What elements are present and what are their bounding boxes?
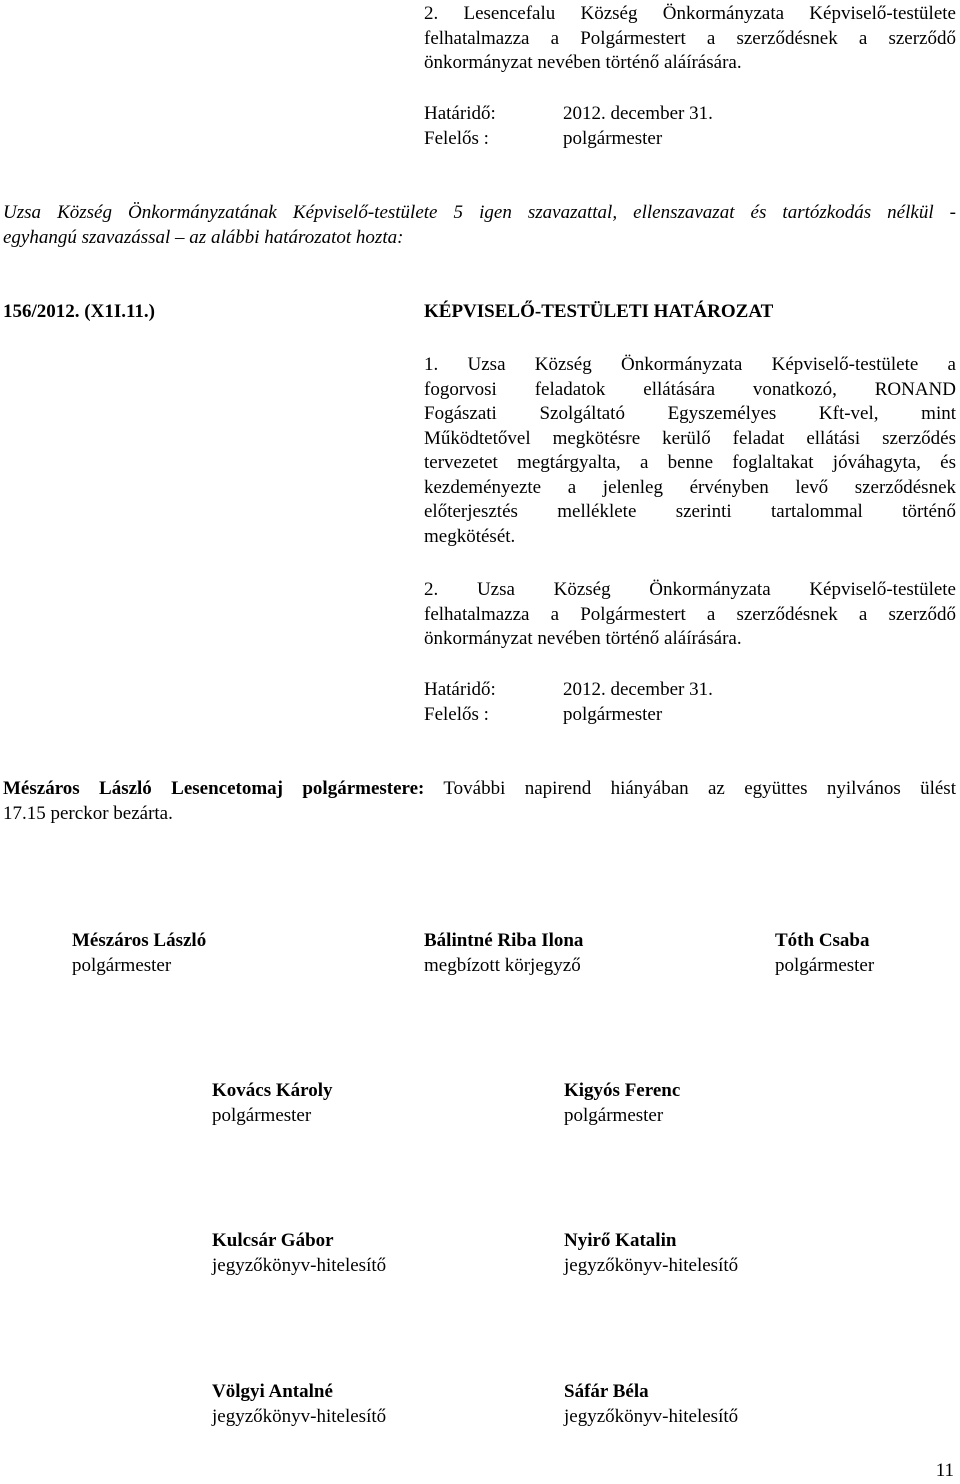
text-line: felhatalmazza a Polgármestert a szerződésnek a szerződő — [424, 603, 956, 625]
signatory-role: polgármester — [212, 1104, 312, 1126]
signatory-name: Kulcsár Gábor — [212, 1230, 334, 1251]
text-line: 1. Uzsa Község Önkormányzata Képviselő-testülete a — [424, 354, 956, 375]
signature-block — [212, 1079, 333, 1128]
top-responsible-label: Felelős : — [424, 128, 489, 149]
text-line: önkormányzat nevében történő aláírására. — [424, 52, 742, 73]
resolution-item-2 — [424, 578, 956, 652]
signature-block — [775, 929, 874, 978]
signatory-name: Tóth Csaba — [775, 930, 870, 951]
top-resolution-item-2 — [424, 2, 956, 76]
signature-block — [424, 929, 583, 978]
signatory-name: Kigyós Ferenc — [564, 1080, 681, 1101]
signatory-role: jegyzőkönyv-hitelesítő — [564, 1254, 739, 1276]
vote-statement — [3, 201, 956, 250]
signatory-role: polgármester — [72, 954, 172, 976]
signatory-name: Mészáros László — [72, 930, 207, 951]
text-line: 2. Lesencefalu Község Önkormányzata Képviselő-testülete — [424, 3, 956, 24]
closing-text: További napirend hiányában az együttes nyilvános ülést — [443, 778, 956, 799]
signatory-role: megbízott körjegyző — [424, 954, 581, 976]
text-line: Fogászati Szolgáltató Egyszemélyes Kft-vel, mint — [424, 403, 956, 424]
text-line: Uzsa Község Önkormányzatának Képviselő-testülete 5 igen szavazattal, ellenszavazat és tartózkodás nélkül - — [3, 202, 956, 223]
deadline-label: Határidő: — [424, 103, 496, 124]
deadline-value: 2012. december 31. — [563, 679, 713, 700]
text-line: felhatalmazza a Polgármestert a szerződésnek a szerződő — [424, 27, 956, 49]
signatory-name: Kovács Károly — [212, 1080, 333, 1101]
text-line — [3, 777, 956, 802]
text-line: megkötését. — [424, 525, 516, 547]
signature-block — [72, 929, 206, 978]
signatory-role: jegyzőkönyv-hitelesítő — [212, 1254, 387, 1276]
signature-block — [212, 1229, 386, 1278]
speaker: Mészáros László Lesencetomaj polgármestere: — [3, 778, 425, 799]
text-line: előterjesztés melléklete szerinti tartalommal történő — [424, 501, 956, 522]
text-line: 17.15 perckor bezárta. — [3, 802, 173, 824]
resolution-item-1 — [424, 353, 956, 549]
responsible-value: polgármester — [563, 704, 663, 725]
resolution-number: 156/2012. (X1I.11.) — [3, 301, 155, 322]
text-line: Működtetővel megkötésre kerülő feladat ellátási szerződés — [424, 427, 956, 449]
deadline-label: Határidő: — [424, 679, 496, 700]
signature-block — [564, 1079, 680, 1128]
text-line: 2. Uzsa Község Önkormányzata Képviselő-testülete — [424, 579, 956, 600]
text-line: kezdeményezte a jelenleg érvényben levő szerződésnek — [424, 476, 956, 498]
signatory-role: jegyzőkönyv-hitelesítő — [212, 1405, 387, 1427]
text-line: tervezetet megtárgyalta, a benne foglaltakat jóváhagyta, és — [424, 452, 956, 473]
signature-block — [564, 1380, 738, 1429]
signatory-role: jegyzőkönyv-hitelesítő — [564, 1405, 739, 1427]
text-line: önkormányzat nevében történő aláírására. — [424, 628, 742, 649]
text-line: fogorvosi feladatok ellátására vonatkozó, RONAND — [424, 378, 956, 400]
signatory-name: Nyirő Katalin — [564, 1230, 677, 1251]
signatory-name: Sáfár Béla — [564, 1381, 649, 1402]
top-deadline-value: 2012. december 31. — [563, 103, 713, 124]
page-number: 11 — [935, 1460, 954, 1481]
signature-block — [564, 1229, 738, 1278]
text-line: egyhangú szavazással – az alábbi határozatot hozta: — [3, 226, 404, 248]
top-responsible-value: polgármester — [563, 128, 663, 149]
signatory-name: Völgyi Antalné — [212, 1381, 333, 1402]
responsible-label: Felelős : — [424, 704, 489, 725]
top-deadline-row — [424, 102, 496, 127]
signatory-role: polgármester — [775, 954, 875, 976]
closing-statement — [3, 777, 956, 826]
signature-block — [212, 1380, 386, 1429]
signatory-role: polgármester — [564, 1104, 664, 1126]
resolution-heading: KÉPVISELŐ-TESTÜLETI HATÁROZAT — [424, 301, 774, 322]
signatory-name: Bálintné Riba Ilona — [424, 930, 584, 951]
